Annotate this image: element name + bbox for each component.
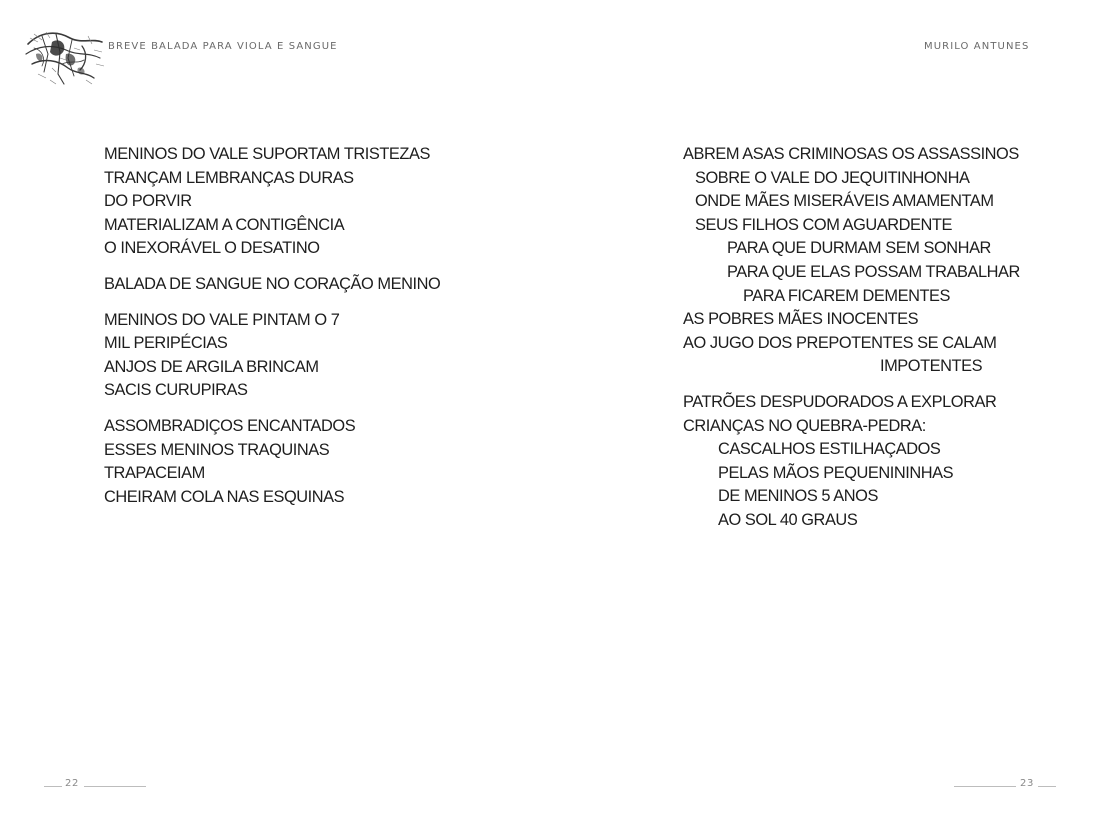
engraved-hands-illustration-icon — [22, 24, 108, 90]
poem-line: MENINOS DO VALE PINTAM O 7 — [104, 310, 340, 329]
poem-line: SOBRE O VALE DO JEQUITINHONHA — [695, 168, 970, 187]
folio-rule — [954, 786, 1016, 787]
poem-line: PELAS MÃOS PEQUENININHAS — [718, 463, 954, 482]
poem-line: CHEIRAM COLA NAS ESQUINAS — [104, 487, 345, 506]
poem-line: ASSOMBRADIÇOS ENCANTADOS — [104, 416, 356, 435]
poem-line: TRANÇAM LEMBRANÇAS DURAS — [104, 168, 354, 187]
poem-line: IMPOTENTES — [880, 357, 983, 376]
stanza — [683, 143, 1020, 379]
poem-line: O INEXORÁVEL O DESATINO — [104, 239, 320, 258]
poem-line: SEUS FILHOS COM AGUARDENTE — [695, 215, 952, 234]
poem-line: ONDE MÃES MISERÁVEIS AMAMENTAM — [695, 192, 994, 211]
poem-line: AS POBRES MÃES INOCENTES — [683, 310, 919, 329]
running-head-book-title: BREVE BALADA PARA VIOLA E SANGUE — [108, 41, 338, 52]
poem-line: PARA FICAREM DEMENTES — [743, 286, 950, 305]
poem-line: CRIANÇAS NO QUEBRA-PEDRA: — [683, 416, 926, 435]
poem-line: BALADA DE SANGUE NO CORAÇÃO MENINO — [104, 274, 441, 293]
poem-line: ABREM ASAS CRIMINOSAS OS ASSASSINOS — [683, 145, 1019, 163]
poem-line: DE MENINOS 5 ANOS — [718, 487, 878, 506]
folio-rule — [84, 786, 146, 787]
stanza — [104, 273, 440, 297]
poem-line: MATERIALIZAM A CONTIGÊNCIA — [104, 215, 345, 234]
running-head-author: MURILO ANTUNES — [924, 41, 1030, 52]
poem-line: ANJOS DE ARGILA BRINCAM — [104, 357, 319, 376]
poem-line: MIL PERIPÉCIAS — [104, 334, 228, 353]
page-number-left — [44, 778, 146, 794]
folio-rule — [44, 786, 62, 787]
poem-line: ESSES MENINOS TRAQUINAS — [104, 440, 330, 459]
page-number: 22 — [65, 778, 79, 789]
poem-line: AO JUGO DOS PREPOTENTES SE CALAM — [683, 333, 997, 352]
poem-left-page — [104, 143, 440, 521]
poem-line: AO SOL 40 GRAUS — [718, 510, 858, 529]
stanza — [683, 391, 1020, 533]
stanza — [104, 415, 440, 509]
folio-rule — [1038, 786, 1056, 787]
poem-line: CASCALHOS ESTILHAÇADOS — [718, 440, 941, 459]
page-number: 23 — [1020, 778, 1034, 789]
poem-line: SACIS CURUPIRAS — [104, 381, 248, 400]
stanza — [104, 309, 440, 403]
poem-line: PARA QUE DURMAM SEM SONHAR — [727, 239, 991, 258]
stanza — [104, 143, 440, 261]
poem-line: TRAPACEIAM — [104, 464, 205, 483]
page-number-right — [954, 778, 1056, 794]
poem-line: PARA QUE ELAS POSSAM TRABALHAR — [727, 262, 1020, 281]
poem-line: MENINOS DO VALE SUPORTAM TRISTEZAS — [104, 145, 430, 163]
poem-line: DO PORVIR — [104, 192, 192, 211]
poem-right-page — [683, 143, 1020, 545]
poem-line: PATRÕES DESPUDORADOS A EXPLORAR — [683, 392, 997, 411]
